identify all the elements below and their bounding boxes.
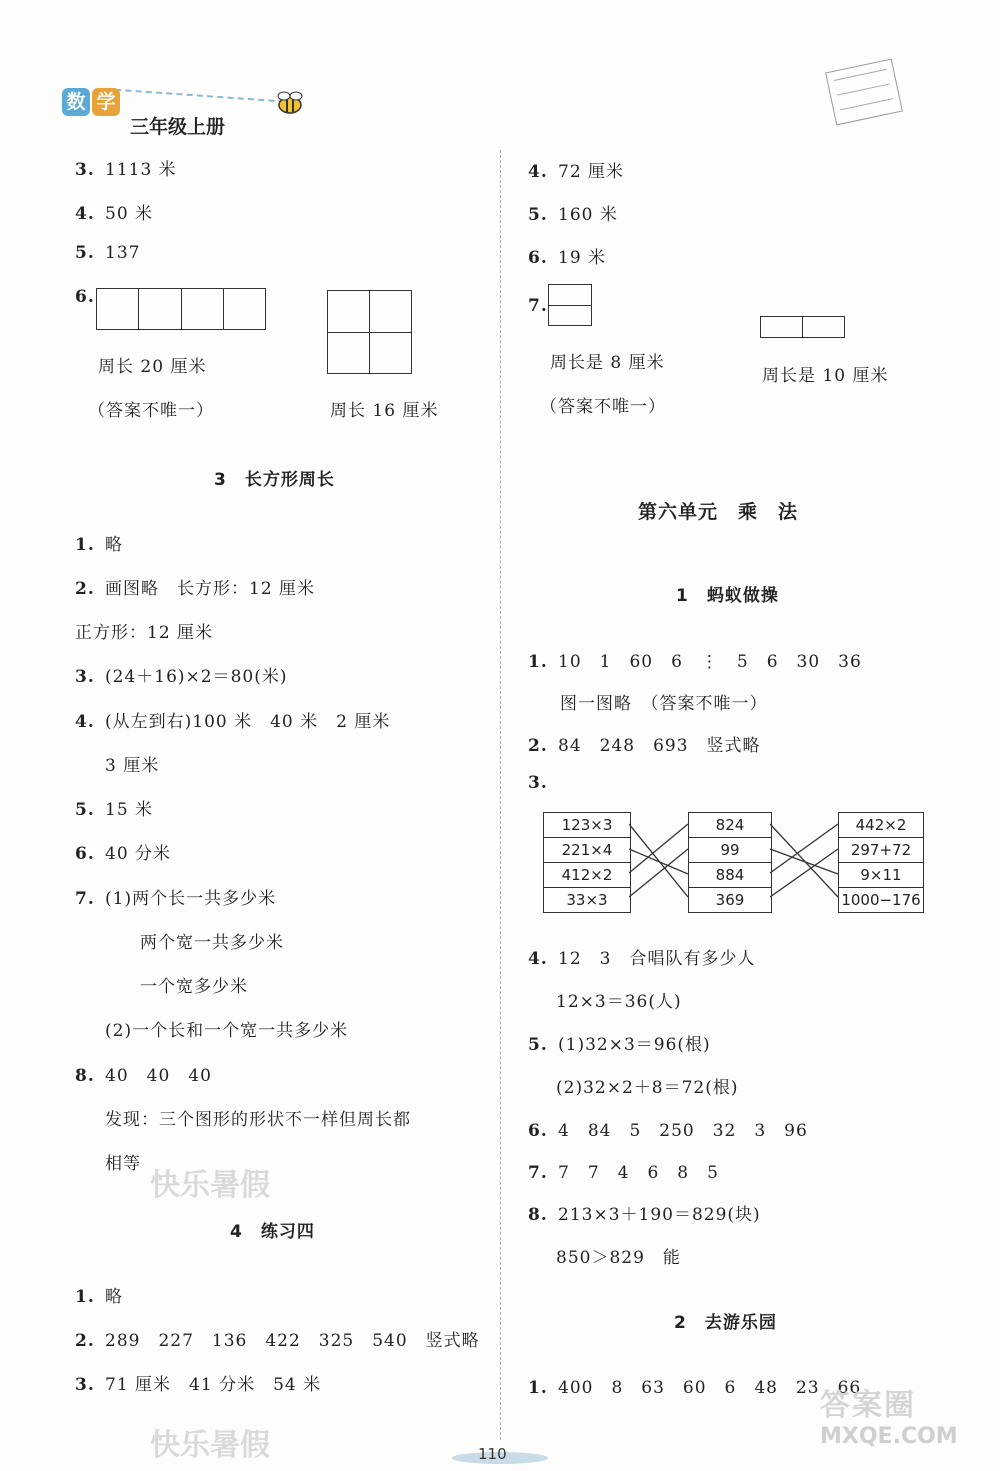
- answer-line: 6.: [75, 287, 95, 307]
- answer-line: 4. 12 3 合唱队有多少人: [528, 949, 756, 969]
- figure-caption: 周长是 8 厘米: [550, 353, 665, 373]
- card-cell: 1000−176: [841, 891, 921, 909]
- header-decoration: [115, 89, 295, 104]
- answer-line: 3 厘米: [105, 756, 160, 776]
- grid-line: [138, 288, 139, 330]
- watermark: 快乐暑假: [150, 1428, 270, 1463]
- answer-line: 7. (1)两个长一共多少米: [75, 889, 277, 909]
- figure-caption: 周长 16 厘米: [330, 401, 439, 421]
- subject-badge: [62, 88, 122, 116]
- answer-line: 6. 4 84 5 250 32 3 96: [528, 1121, 808, 1141]
- figure-note: （答案不唯一）: [88, 401, 214, 421]
- section-title: 4 练习四: [230, 1222, 315, 1242]
- answer-line: 1. 10 1 60 6 ⋮ 5 6 30 36: [528, 652, 862, 672]
- figure-caption: 周长是 10 厘米: [762, 366, 889, 386]
- badge-char-1: 数: [62, 88, 90, 116]
- answer-line: 2. 画图略 长方形：12 厘米: [75, 579, 316, 599]
- expression-card-left: [543, 812, 631, 913]
- answer-line: 5. 137: [75, 243, 141, 263]
- answer-line: 6. 40 分米: [75, 844, 172, 864]
- site-watermark-top: 答案圈: [820, 1388, 916, 1423]
- answer-line: 2. 84 248 693 竖式略: [528, 736, 761, 756]
- answer-line: (2)32×2＋8＝72(根): [556, 1078, 739, 1098]
- answer-line: (2)一个长和一个宽一共多少米: [105, 1021, 349, 1041]
- section-title: 3 长方形周长: [214, 470, 335, 490]
- card-cell: 99: [689, 838, 771, 863]
- card-cell: 9×11: [839, 863, 923, 888]
- card-cell: 221×4: [544, 838, 630, 863]
- answer-line: 3. 71 厘米 41 分米 54 米: [75, 1375, 322, 1395]
- answer-line: 7. 7 7 4 6 8 5: [528, 1163, 719, 1183]
- section-title: 1 蚂蚁做操: [676, 586, 779, 606]
- answer-line: 5. 160 米: [528, 205, 618, 225]
- site-watermark: [820, 1380, 958, 1449]
- site-watermark-bottom: MXQE.COM: [820, 1424, 958, 1449]
- answer-line: 4. 50 米: [75, 204, 154, 224]
- card-cell: 884: [689, 863, 771, 888]
- answer-line: 2. 289 227 136 422 325 540 竖式略: [75, 1331, 480, 1351]
- answer-line: 4. 72 厘米: [528, 162, 625, 182]
- answer-line: 图一图略 （答案不唯一）: [560, 694, 768, 714]
- expression-card-right: [838, 812, 924, 913]
- card-cell: 123×3: [544, 813, 630, 838]
- answer-line: 发现：三个图形的形状不一样但周长都: [105, 1110, 411, 1130]
- grid-line: [802, 316, 803, 338]
- card-cell: 297+72: [839, 838, 923, 863]
- answer-line: 12×3＝36(人): [556, 992, 682, 1012]
- answer-line: 相等: [105, 1154, 141, 1174]
- column-divider: [500, 150, 501, 1440]
- corner-stamp-icon: [825, 59, 903, 126]
- card-cell: 369: [715, 891, 745, 909]
- section-title: 2 去游乐园: [674, 1313, 777, 1333]
- answer-line: 7.: [528, 296, 548, 316]
- answer-line: 5. (1)32×3＝96(根): [528, 1035, 711, 1055]
- matching-lines: [629, 812, 839, 912]
- grid-line: [223, 288, 224, 330]
- answer-line: 正方形：12 厘米: [75, 623, 214, 643]
- answer-line: 1. 略: [75, 535, 123, 555]
- answer-line: 3.: [528, 773, 548, 793]
- grid-line: [327, 332, 412, 333]
- card-cell: 824: [689, 813, 771, 838]
- badge-char-2: 学: [92, 88, 120, 116]
- unit-title: 第六单元 乘 法: [638, 501, 799, 523]
- answer-line: 850＞829 能: [556, 1248, 681, 1268]
- watermark: 快乐暑假: [150, 1168, 270, 1203]
- answer-line: 两个宽一共多少米: [140, 933, 284, 953]
- answer-line: 3. 1113 米: [75, 160, 177, 180]
- answer-line: 5. 15 米: [75, 800, 154, 820]
- figure-note: （答案不唯一）: [540, 397, 666, 417]
- card-cell: 412×2: [544, 863, 630, 888]
- grid-line: [548, 305, 592, 306]
- answer-line: 4. (从左到右)100 米 40 米 2 厘米: [75, 712, 391, 732]
- answer-line: 8. 213×3＋190＝829(块): [528, 1205, 761, 1225]
- answer-line: 1. 400 8 63 60 6 48 23 66: [528, 1378, 862, 1398]
- answer-line: 6. 19 米: [528, 248, 607, 268]
- page-number: 110: [478, 1445, 507, 1463]
- bee-icon: [270, 88, 310, 118]
- card-cell: 33×3: [566, 891, 608, 909]
- book-title: 三年级上册: [130, 116, 226, 138]
- card-cell: 442×2: [839, 813, 923, 838]
- answer-line: 一个宽多少米: [140, 977, 248, 997]
- answer-line: 8. 40 40 40: [75, 1066, 212, 1086]
- grid-line: [181, 288, 182, 330]
- figure-caption: 周长 20 厘米: [98, 357, 207, 377]
- answer-line: 3. (24＋16)×2＝80(米): [75, 667, 288, 687]
- answer-line: 1. 略: [75, 1287, 123, 1307]
